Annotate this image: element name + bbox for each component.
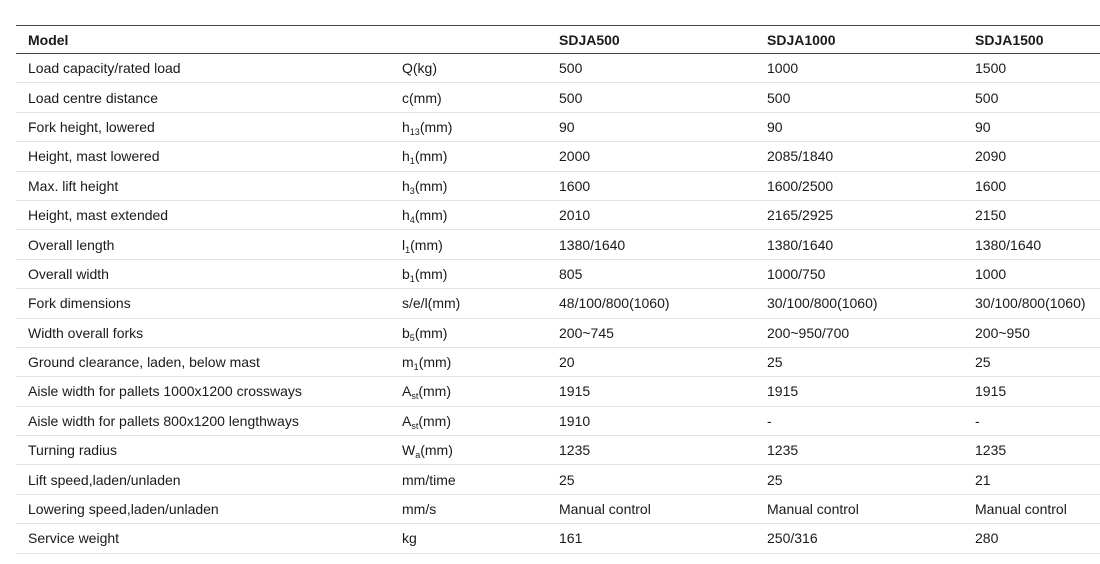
model-header: Model	[28, 31, 69, 48]
row-value-sdja500: 90	[559, 118, 575, 135]
unit-base: mm/s	[402, 501, 437, 518]
row-label: Aisle width for pallets 1000x1200 crossways	[28, 383, 302, 400]
row-value-sdja500: 25	[559, 471, 575, 488]
unit-base: c(mm)	[402, 89, 442, 106]
unit-base: h	[402, 177, 410, 194]
row-value-sdja1000: 2085/1840	[767, 148, 834, 165]
table-row	[16, 494, 1100, 523]
row-value-sdja1500: 1235	[975, 442, 1007, 459]
unit-suffix: (mm)	[418, 412, 452, 429]
row-label: Service weight	[28, 530, 120, 547]
row-unit	[390, 54, 547, 83]
row-value-sdja1500: 1500	[975, 60, 1007, 77]
row-value-sdja1000: 500	[767, 89, 791, 106]
row-unit	[390, 259, 547, 288]
row-value-sdja1000: Manual control	[767, 501, 859, 518]
row-value-sdja1500: 1600	[975, 177, 1007, 194]
table-row	[16, 347, 1100, 376]
row-value-sdja1500: -	[975, 412, 980, 429]
unit-suffix: (mm)	[418, 383, 452, 400]
unit-suffix: (mm)	[414, 324, 448, 341]
unit-subscript: 4	[409, 215, 415, 226]
unit-suffix: (mm)	[419, 118, 453, 135]
row-unit	[390, 406, 547, 435]
unit-base: A	[402, 412, 412, 429]
row-value-sdja500: 48/100/800(1060)	[559, 295, 670, 312]
row-value-sdja500: 161	[559, 530, 583, 547]
unit-base: s/e/l(mm)	[402, 295, 461, 312]
unit-base: A	[402, 383, 412, 400]
row-label: Ground clearance, laden, below mast	[28, 354, 260, 371]
table-row	[16, 230, 1100, 259]
row-unit	[390, 524, 547, 553]
unit-suffix: (mm)	[420, 442, 453, 459]
unit-base: h	[402, 207, 410, 224]
row-value-sdja1500: 21	[975, 471, 991, 488]
table-row	[16, 289, 1100, 318]
row-label: Max. lift height	[28, 177, 119, 194]
row-value-sdja1500: Manual control	[975, 501, 1067, 518]
table-row	[16, 259, 1100, 288]
row-value-sdja500: 1235	[559, 442, 591, 459]
row-value-sdja1500: 1000	[975, 265, 1007, 282]
row-value-sdja500: 20	[559, 354, 575, 371]
row-label: Lift speed,laden/unladen	[28, 471, 181, 488]
row-value-sdja500: Manual control	[559, 501, 651, 518]
row-value-sdja500: 1915	[559, 383, 591, 400]
row-value-sdja500: 200~745	[559, 324, 614, 341]
row-value-sdja500: 1600	[559, 177, 591, 194]
row-unit	[390, 230, 547, 259]
row-value-sdja1000: 2165/2925	[767, 207, 834, 224]
row-value-sdja1000: 25	[767, 471, 783, 488]
table-row	[16, 465, 1100, 494]
row-value-sdja1500: 2090	[975, 148, 1007, 165]
row-value-sdja1000: 250/316	[767, 530, 818, 547]
table-row	[16, 318, 1100, 347]
table-row	[16, 406, 1100, 435]
model-sdja1500-header: SDJA1500	[975, 31, 1044, 48]
unit-subscript: 1	[409, 156, 415, 167]
table-row	[16, 54, 1100, 83]
row-value-sdja500: 805	[559, 265, 583, 282]
row-label: Fork dimensions	[28, 295, 131, 312]
row-value-sdja500: 1380/1640	[559, 236, 626, 253]
unit-subscript: 1	[413, 362, 419, 373]
row-value-sdja1000: 25	[767, 354, 783, 371]
unit-suffix: (mm)	[414, 207, 448, 224]
table-row	[16, 377, 1100, 406]
row-label: Turning radius	[28, 442, 117, 459]
row-value-sdja1000: 1380/1640	[767, 236, 834, 253]
unit-suffix: (mm)	[410, 236, 443, 253]
row-value-sdja1000: 30/100/800(1060)	[767, 295, 878, 312]
unit-subscript: 13	[409, 126, 420, 137]
row-value-sdja1000: 90	[767, 118, 783, 135]
row-value-sdja1500: 90	[975, 118, 991, 135]
row-unit	[390, 142, 547, 171]
row-label: Load capacity/rated load	[28, 60, 181, 77]
unit-base: l	[402, 236, 406, 253]
row-value-sdja1500: 1915	[975, 383, 1007, 400]
row-unit	[390, 494, 547, 523]
unit-subscript: 3	[409, 185, 415, 196]
row-label: Aisle width for pallets 800x1200 lengthways	[28, 412, 299, 429]
unit-suffix: (mm)	[414, 177, 448, 194]
row-value-sdja1000: 1235	[767, 442, 799, 459]
unit-base: mm/time	[402, 471, 456, 488]
row-value-sdja1500: 200~950	[975, 324, 1030, 341]
row-value-sdja1000: 1600/2500	[767, 177, 834, 194]
row-value-sdja1000: 1000	[767, 60, 799, 77]
row-value-sdja500: 500	[559, 89, 583, 106]
model-sdja1000-header: SDJA1000	[767, 31, 836, 48]
table-row	[16, 436, 1100, 465]
unit-base: h	[402, 118, 410, 135]
spec-body	[16, 54, 1100, 554]
row-unit	[390, 436, 547, 465]
unit-base: b	[402, 324, 410, 341]
table-row	[16, 171, 1100, 200]
row-label: Height, mast extended	[28, 207, 169, 224]
unit-suffix: (mm)	[418, 354, 452, 371]
row-unit	[390, 377, 547, 406]
unit-header	[390, 26, 547, 54]
unit-base: m	[402, 354, 414, 371]
row-label: Width overall forks	[28, 324, 144, 341]
unit-subscript: 1	[409, 273, 415, 284]
row-unit	[390, 347, 547, 376]
unit-subscript: 1	[405, 244, 411, 255]
spec-table	[16, 25, 1100, 554]
unit-base: h	[402, 148, 410, 165]
row-value-sdja1500: 2150	[975, 207, 1007, 224]
table-row	[16, 142, 1100, 171]
unit-subscript: st	[411, 420, 419, 431]
unit-subscript: a	[415, 450, 421, 461]
row-value-sdja1500: 280	[975, 530, 999, 547]
unit-base: W	[402, 442, 416, 459]
unit-base: b	[402, 265, 410, 282]
unit-subscript: st	[411, 391, 419, 402]
row-value-sdja500: 2000	[559, 148, 591, 165]
row-label: Overall length	[28, 236, 115, 253]
unit-base: Q(kg)	[402, 60, 437, 77]
unit-suffix: (mm)	[414, 148, 448, 165]
row-unit	[390, 112, 547, 141]
table-row	[16, 83, 1100, 112]
table-row	[16, 524, 1100, 553]
header-row	[16, 26, 1100, 54]
table-row	[16, 112, 1100, 141]
unit-subscript: 5	[409, 332, 415, 343]
row-value-sdja1500: 1380/1640	[975, 236, 1042, 253]
row-unit	[390, 465, 547, 494]
row-value-sdja500: 2010	[559, 207, 591, 224]
row-value-sdja1000: 200~950/700	[767, 324, 850, 341]
unit-suffix: (mm)	[414, 265, 448, 282]
row-unit	[390, 318, 547, 347]
model-sdja500-header: SDJA500	[559, 31, 620, 48]
table-row	[16, 200, 1100, 229]
row-unit	[390, 171, 547, 200]
row-value-sdja500: 1910	[559, 412, 591, 429]
row-label: Height, mast lowered	[28, 148, 160, 165]
row-label: Load centre distance	[28, 89, 158, 106]
row-label: Fork height, lowered	[28, 118, 155, 135]
row-unit	[390, 289, 547, 318]
row-unit	[390, 83, 547, 112]
unit-base: kg	[402, 530, 417, 547]
row-value-sdja1500: 25	[975, 354, 991, 371]
row-label: Overall width	[28, 265, 109, 282]
row-value-sdja500: 500	[559, 60, 583, 77]
row-label: Lowering speed,laden/unladen	[28, 501, 219, 518]
row-unit	[390, 200, 547, 229]
row-value-sdja1000: 1915	[767, 383, 799, 400]
row-value-sdja1000: -	[767, 412, 772, 429]
row-value-sdja1000: 1000/750	[767, 265, 826, 282]
row-value-sdja1500: 500	[975, 89, 999, 106]
row-value-sdja1500: 30/100/800(1060)	[975, 295, 1086, 312]
